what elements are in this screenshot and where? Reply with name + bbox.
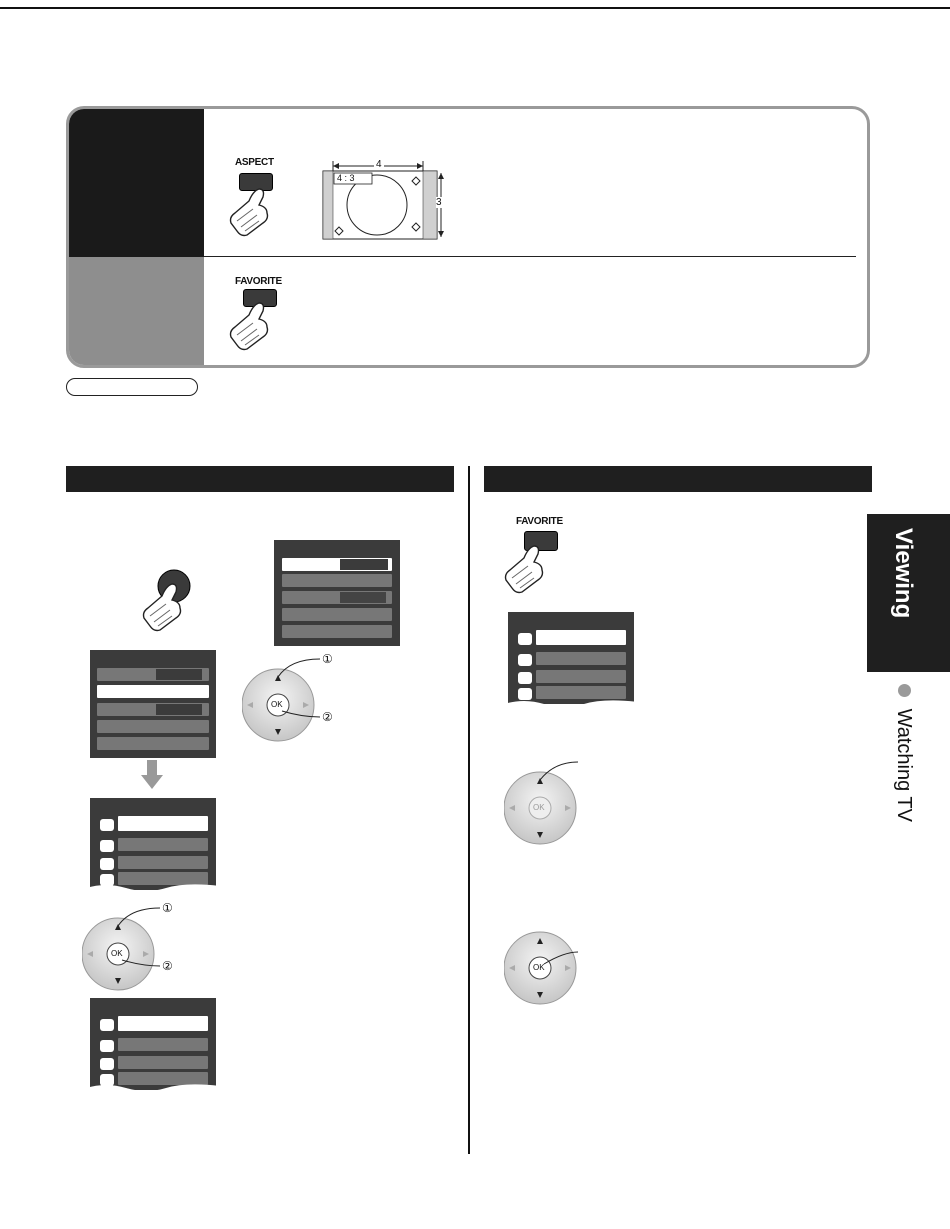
- diagram-width-label: 4: [376, 159, 382, 170]
- aspect-ratio-diagram: [319, 159, 444, 241]
- pointing-hand-icon: [502, 540, 552, 596]
- step-2-marker: ②: [322, 710, 333, 724]
- menu-row: [282, 625, 392, 638]
- menu-value: [156, 704, 202, 715]
- note-badge: [66, 378, 198, 396]
- section-subtitle-text: Watching TV: [893, 708, 915, 822]
- favorite-button-label: FAVORITE: [235, 276, 282, 287]
- list-number: [100, 819, 114, 831]
- torn-edge: [504, 696, 638, 712]
- list-number: [518, 672, 532, 684]
- dpad-icon: [242, 655, 352, 745]
- favorite-list-screen: [508, 612, 634, 704]
- menu-row: [97, 720, 209, 733]
- step-1-marker: ①: [322, 652, 333, 666]
- step-1-marker: ①: [162, 901, 173, 915]
- list-item: [536, 670, 626, 683]
- torn-edge: [86, 880, 220, 896]
- favorite-list-screen: [90, 998, 216, 1090]
- menu-value: [340, 559, 388, 570]
- list-number: [518, 633, 532, 645]
- round-button-press-icon: [140, 566, 200, 634]
- pointing-hand-icon: [227, 297, 277, 353]
- chapter-tab: [867, 514, 950, 672]
- ok-label: OK: [271, 700, 283, 709]
- step-2-marker: ②: [162, 959, 173, 973]
- list-item-selected: [118, 816, 208, 831]
- panel-divider: [204, 256, 856, 257]
- diagram-ratio-label: 4 : 3: [337, 173, 355, 183]
- list-number: [100, 1058, 114, 1070]
- list-item: [118, 1038, 208, 1051]
- pointing-hand-icon: [227, 183, 277, 239]
- ok-label: OK: [533, 963, 545, 972]
- list-item: [118, 838, 208, 851]
- top-rule: [0, 7, 950, 9]
- favorite-button-label: FAVORITE: [516, 516, 563, 527]
- chapter-tab-title: Viewing: [890, 528, 917, 619]
- menu-row: [282, 608, 392, 621]
- dpad-icon: [504, 930, 594, 1020]
- list-item: [536, 652, 626, 665]
- menu-row: [282, 574, 392, 587]
- settings-menu-screen: [90, 650, 216, 758]
- bullet-dot-icon: [898, 684, 911, 697]
- list-item-selected: [536, 630, 626, 645]
- dpad-icon: [504, 760, 594, 850]
- section-header-left: [66, 466, 454, 492]
- ok-label: OK: [111, 949, 123, 958]
- list-number: [100, 1019, 114, 1031]
- list-number: [100, 858, 114, 870]
- down-arrow-icon: [141, 760, 163, 790]
- menu-value: [340, 592, 386, 603]
- dpad-icon: [82, 904, 192, 994]
- panel-header-grey: [69, 257, 204, 368]
- section-header-right: [484, 466, 872, 492]
- menu-value: [156, 669, 202, 680]
- section-subtitle: [892, 684, 915, 822]
- column-divider: [468, 466, 470, 1154]
- diagram-height-label: 3: [436, 197, 442, 208]
- torn-edge: [86, 1080, 220, 1096]
- menu-row: [97, 737, 209, 750]
- list-item-selected: [118, 1016, 208, 1031]
- favorite-list-screen: [90, 798, 216, 890]
- list-number: [100, 840, 114, 852]
- feature-panel: [66, 106, 870, 368]
- list-number: [518, 654, 532, 666]
- menu-row-selected: [97, 685, 209, 698]
- list-item: [118, 1056, 208, 1069]
- panel-header-dark: [69, 109, 204, 257]
- settings-menu-screen: [274, 540, 400, 646]
- list-item: [118, 856, 208, 869]
- ok-label: OK: [533, 803, 545, 812]
- list-number: [100, 1040, 114, 1052]
- aspect-button-label: ASPECT: [235, 157, 274, 168]
